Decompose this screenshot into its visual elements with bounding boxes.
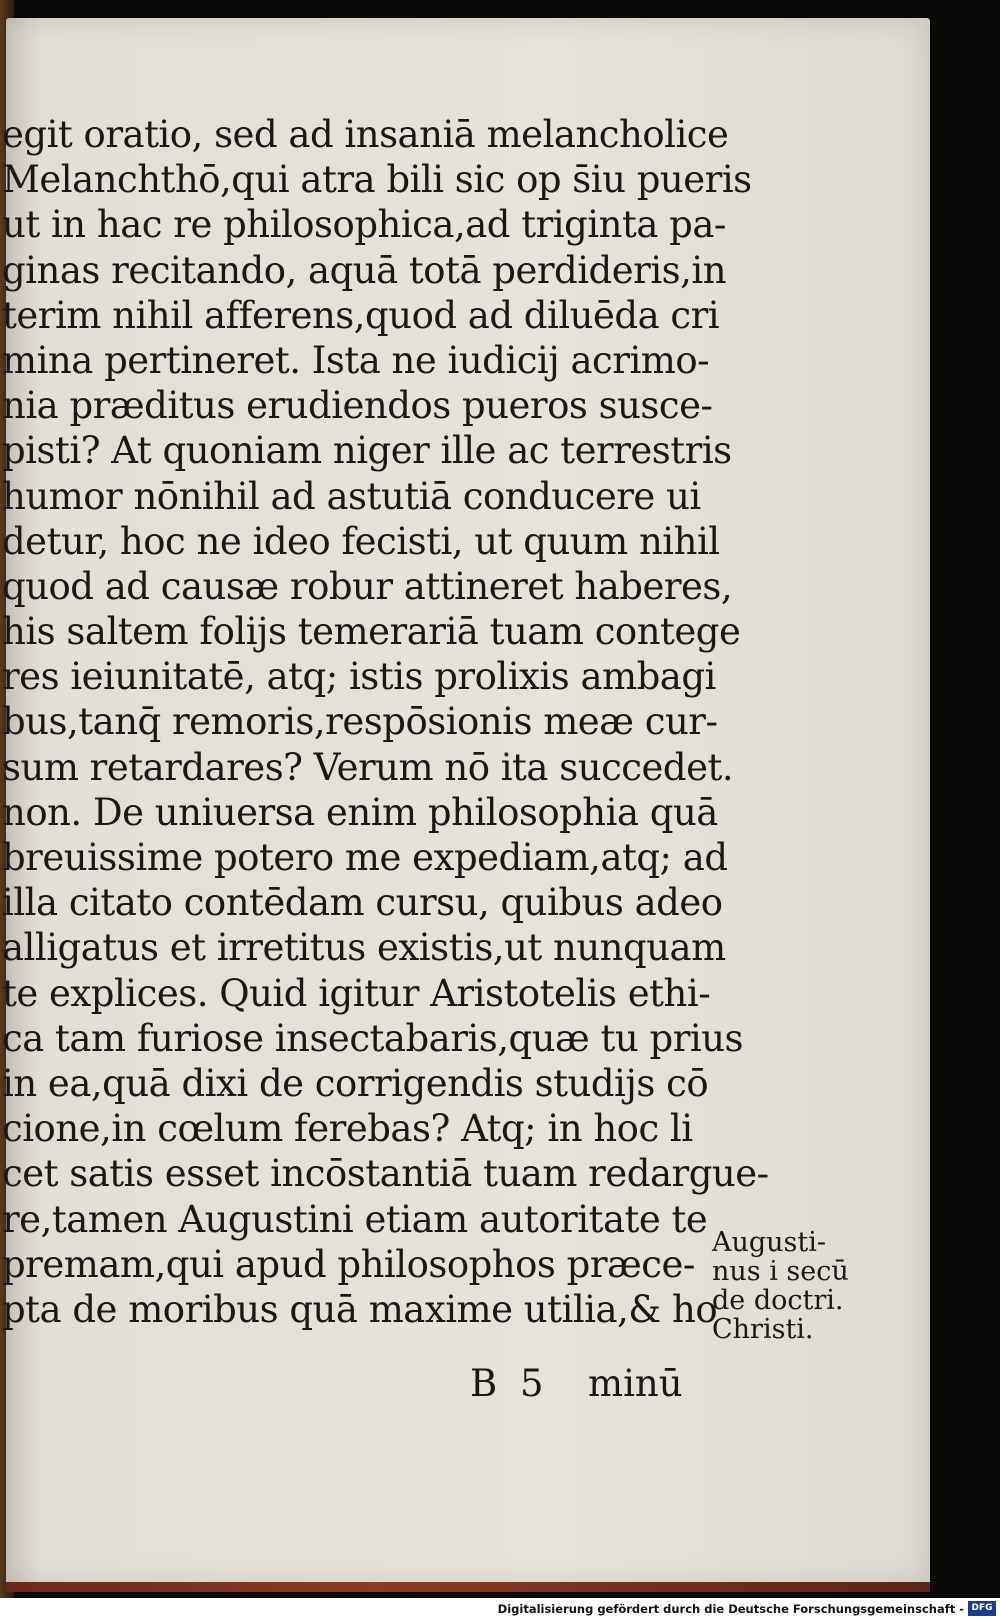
- text-line: ginas recitando, aquā totā perdideris,in: [2, 248, 727, 292]
- signature-mark: B: [470, 1362, 498, 1405]
- dfg-logo: DFG: [968, 1601, 996, 1616]
- text-line: pta de moribus quā maxime utilia,& ho: [2, 1287, 718, 1331]
- text-line: cet satis esset incōstantiā tuam redargue-: [2, 1152, 769, 1196]
- footer-bar: [0, 1598, 1000, 1621]
- footer-credit: Digitalisierung gefördert durch die Deutsche Forschungsgemeinschaft -: [497, 1602, 964, 1616]
- margin-note-line: nus i secū: [712, 1256, 849, 1287]
- margin-note: [712, 1228, 882, 1344]
- text-line: res ieiunitatē, atq; istis prolixis ambagi: [2, 655, 716, 699]
- text-line: cione,in cœlum ferebas? Atq; in hoc li: [2, 1107, 693, 1151]
- margin-note-line: de doctri.: [712, 1285, 844, 1316]
- text-line: pisti? At quoniam niger ille ac terrestris: [2, 429, 732, 473]
- text-line: te explices. Quid igitur Aristotelis ethi-: [2, 971, 711, 1015]
- text-line: sum retardares? Verum nō ita succedet.: [2, 745, 734, 789]
- text-line: his saltem folijs temerariā tuam contege: [2, 610, 741, 654]
- text-line: detur, hoc ne ideo fecisti, ut quum nihil: [2, 519, 720, 563]
- text-line: premam,qui apud philosophos præce-: [2, 1242, 695, 1286]
- text-line: nia præditus erudiendos pueros susce-: [2, 384, 713, 428]
- text-line: re,tamen Augustini etiam autoritate te: [2, 1197, 708, 1241]
- text-line: ca tam furiose insectabaris,quæ tu prius: [2, 1016, 744, 1060]
- text-line: non. De uniuersa enim philosophia quā: [2, 790, 718, 834]
- margin-note-line: Christi.: [712, 1314, 814, 1345]
- text-line: terim nihil afferens,quod ad diluēda cri: [2, 293, 720, 337]
- text-line: quod ad causæ robur attineret haberes,: [2, 564, 733, 608]
- text-line: ut in hac re philosophica,ad triginta pa-: [2, 203, 726, 247]
- margin-note-line: Augusti-: [712, 1227, 827, 1258]
- text-line: egit oratio, sed ad insaniā melancholice: [2, 113, 729, 156]
- text-line: alligatus et irretitus existis,ut nunquam: [2, 926, 726, 970]
- text-line: humor nōnihil ad astutiā conducere ui: [2, 474, 701, 518]
- body-text: [2, 112, 769, 1332]
- text-line: Melanchthō,qui atra bili sic op s̄iu pueris: [2, 158, 752, 202]
- text-line: illa citato contēdam cursu, quibus adeo: [2, 881, 723, 925]
- text-line: breuissime potero me expediam,atq; ad: [2, 836, 728, 879]
- text-line: mina pertineret. Ista ne iudicij acrimo-: [2, 338, 710, 382]
- page-bottom-edge: [6, 1582, 930, 1592]
- catchword: minū: [588, 1362, 683, 1405]
- signature-number: 5: [520, 1362, 544, 1405]
- text-line: bus,tanq̄ remoris,respōsionis meæ cur-: [2, 700, 718, 744]
- text-line: in ea,quā dixi de corrigendis studijs cō: [2, 1061, 709, 1105]
